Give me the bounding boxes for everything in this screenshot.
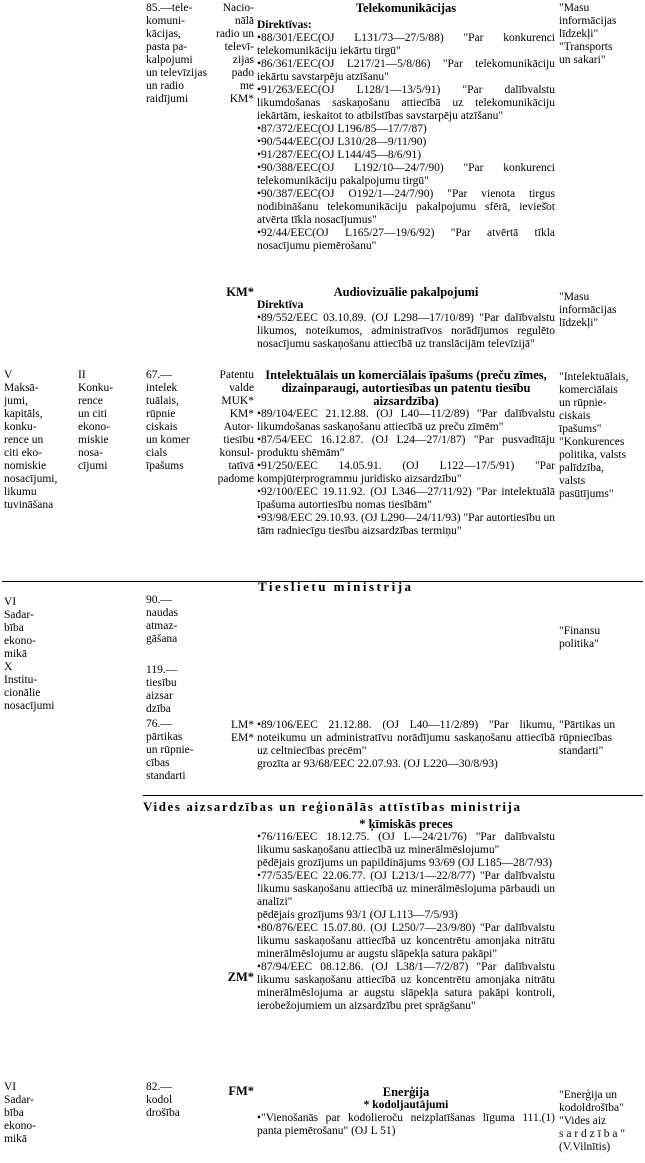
related-ip: "Intelektuālais, komerciālais un rūpnie- ciskais īpašums" "Konkurences politika, valsts palīdzība, valsts pasūtījums" <box>559 371 629 500</box>
directive-item: •89/104/EEC 21.12.88. (OJ L40—11/2/89) "Par dalībvalstu likumdošanas saskaņošanu attiecībā uz preču zīmēm" <box>257 408 555 433</box>
subheading-nuclear: * kodoljautājumi <box>363 1099 449 1111</box>
chapter-vi-x: VI Sadar- bība ekono- mikā X Institu- cionālie nosacījumi <box>4 596 55 712</box>
directive-item: •92/44/EEC(OJ L165/27—19/6/92) "Par atvērtā tīkla nosacījumu piemērošanu" <box>257 227 555 252</box>
directive-item: •90/544/EEC(OJ L310/28—9/11/90) <box>257 136 427 148</box>
directive-item: •87/54/EEC 16.12.87. (OJ L24—27/1/87) "Par pusvadītāju produktu shēmām" <box>257 434 555 459</box>
subheading-telecom: Direktīvas: <box>257 19 312 31</box>
institution-telecom: Nacio- nālā radio un televī- zijas pado me KM* <box>215 2 254 105</box>
items-telecom <box>257 32 555 253</box>
section-chemicals <box>257 818 555 1013</box>
directive-item: •80/876/EEC 15.07.80. (OJ L250/7—23/9/80) "Par dalībvalstu likumu saskaņošanu attiecībā uz koncentrētu amonjaka nitrātu minerālmēslojumu ar augstu slāpekļa satura pakāpi" <box>257 922 555 960</box>
amendment-note: grozīta ar 93/68/EEC 22.07.93. (OJ L220—30/8/93) <box>257 758 498 770</box>
directive-item: •"Vienošanās par kodolieroču neizplatīšanas līguma 111.(1) panta piemērošanu" (OJ L 51) <box>257 1112 555 1137</box>
program-telecom: 85.—tele- komuni- kācijas, pasta pa- kalpojumi un televīzijas un radio raidījumi <box>146 2 207 105</box>
institution-ip: Patentu valde MUK* KM* Autor- tiesību konsul- tatīvā padome <box>217 369 254 485</box>
directive-item: •86/361/EEC(OJ L217/21—5/8/86) "Par telekomunikāciju iekārtu savstarpēju atzīšanu" <box>257 58 555 83</box>
directive-item: •90/387/EEC(OJ O192/1—24/7/90) "Par vienota tirgus nodibināšanu telekomunikāciju pakalpojumu sfērā, ievieš̄ot atvērta tīkla nosacījumus" <box>257 188 555 226</box>
directive-item: •91/250/EEC 14.05.91. (OJ L122—17/5/91) "Par kompjūterprogrammu juridisko aizsardzību" <box>257 460 555 485</box>
institution-chemicals: ZM* <box>227 970 254 984</box>
amendment-note: pēdējais grozījums 93/1 (OJ L113—7/5/93) <box>257 909 458 921</box>
program-money-laundering: 90.— naudas atmaz- gāšana <box>146 594 178 645</box>
directive-item: •89/552/EEC 03.10.89. (OJ L298—17/10/89) "Par dalībvalstu likumos, noteikumos, administratīvos norādījumos regulēto nosacījumu saskaņošanu attiecībā uz translācijām televīzijā" <box>257 312 555 350</box>
directive-item: •76/116/EEC 18.12.75. (OJ L—24/21/76) "Par dalībvalstu likumu saskaņošanu attiecībā uz minerālmēslojumu" <box>257 831 555 856</box>
section-audiovisual <box>257 286 555 351</box>
institution-energy: FM* <box>228 1084 254 1098</box>
section-ii: II Konku- rence un citi ekono- miskie nosa- cījumi <box>78 369 114 472</box>
directive-item: •91/287/EEC(OJ L144/45—8/6/91) <box>257 149 422 161</box>
directive-item: •87/94/EEC 08.12.86. (OJ L38/1—7/2/87) "Par dalībvalstu likumu saskaņošanu attiecībā uz koncentrētu amonjaka nitrātu minerālmēslojuma ar augstu slāpekļa satura pakāpi kontroli, ierobežojumiem un aizsardzību pret sprāgšanu" <box>257 961 555 1012</box>
directive-item: •89/106/EEC 21.12.88. (OJ L40—11/2/89) "Par likumu, noteikumu un administratīvu norādījumu saskaņošanu attiecībā uz celtniecības precēm" <box>257 719 555 757</box>
heading-telecom: Telekomunikācijas <box>355 1 457 15</box>
institution-audiovisual: KM* <box>226 285 254 299</box>
heading-chemicals: * ķīmiskās preces <box>359 817 453 831</box>
program-legal-protection: 119.— tiesību aizsar dzība <box>146 664 178 715</box>
directive-item: •91/263/EEC(OJ L128/1—13/5/91) "Par dalībvalstu likumdošanas saskaņošanu attiecībā uz telekomunikāciju iekārtām, ieskaitot to atbilstības savstarpēju atzīšanu" <box>257 84 555 122</box>
directive-item: •88/301/EEC(OJ L131/73—27/5/88) "Par konkurenci telekomunikāciju iekārtu tirgū" <box>257 32 555 57</box>
heading-audiovisual: Audiovizuālie pakalpojumi <box>333 285 479 299</box>
related-audiovisual: "Masu informācijas līdzekļi" <box>559 291 617 329</box>
program-ip: 67.— intelek tuālais, rūpnie ciskais un komer cials īpašums <box>146 369 190 472</box>
section-telecom <box>257 2 555 253</box>
section-energy <box>257 1086 555 1138</box>
heading-energy: Enerģija <box>382 1085 430 1099</box>
directive-item: •93/98/EEC 29.10.93. (OJ L290—24/11/93) "Par autortiesību un tām radniecīgu tiesību aizsardzības termiņu" <box>257 512 556 537</box>
related-finance: "Finansu politika" <box>559 625 601 650</box>
section-justice <box>257 719 555 771</box>
directive-item: •77/535/EEC 22.06.77. (OJ L213/1—22/8/77) "Par dalībvalstu likumu saskaņošanu attiecībā uz minerālmēslojuma pārbaudi un analīzi" <box>257 870 555 908</box>
directive-item: •90/388/EEC(OJ L192/10—24/7/90) "Par konkurenci telekomunikāciju pakalpojumu tirgū" <box>257 162 555 187</box>
institution-justice: LM* EM* <box>231 719 254 744</box>
program-food-standards: 76.— pārtikas un rūpnie- cības standarti <box>146 718 194 782</box>
subheading-audiovisual: Direktīva <box>257 299 304 311</box>
program-nuclear-safety: 82.— kodol drošība <box>146 1081 180 1119</box>
amendment-note: pēdējais grozījums un papildinājums 93/69 (OJ L185—28/7/93) <box>257 857 553 869</box>
related-energy: "Enerģija un kodoldrošība" "Vides aiz s a r d z ī b a " (V.Vilnītis) <box>559 1089 626 1153</box>
related-food-standards: "Pārtikas un rūpniecības standarti" <box>559 719 616 757</box>
ministry-heading-justice: Tieslietu ministrija <box>258 579 414 594</box>
directive-item: •87/372/EEC(OJ L196/85—17/7/87) <box>257 123 427 135</box>
heading-ip: Intelektuālais un komerciālais īpašums (preču zīmes, dizainparaugi, autortiesības un patentu tiesību aizsardzība) <box>265 368 547 408</box>
directive-item: •92/100/EEC 19.11.92. (OJ L346—27/11/92) "Par intelektuālā īpašuma autortiesību nomas tiesībām" <box>257 486 555 511</box>
chapter-v: V Maksā- jumi, kapitāls, konku- rence un citi eko- nomiskie nosacījumi, likumu tuvināšana <box>4 369 58 511</box>
related-telecom: "Masu informācijas līdzekļi" "Transports un sakari" <box>559 2 617 66</box>
ministry-heading-environment: Vides aizsardzības un reģionālās attīstības ministrija <box>143 799 522 814</box>
divider-line <box>143 795 643 796</box>
section-ip <box>257 369 555 538</box>
chapter-vi-energy: VI Sadar- bība ekono- mikā <box>4 1081 36 1145</box>
